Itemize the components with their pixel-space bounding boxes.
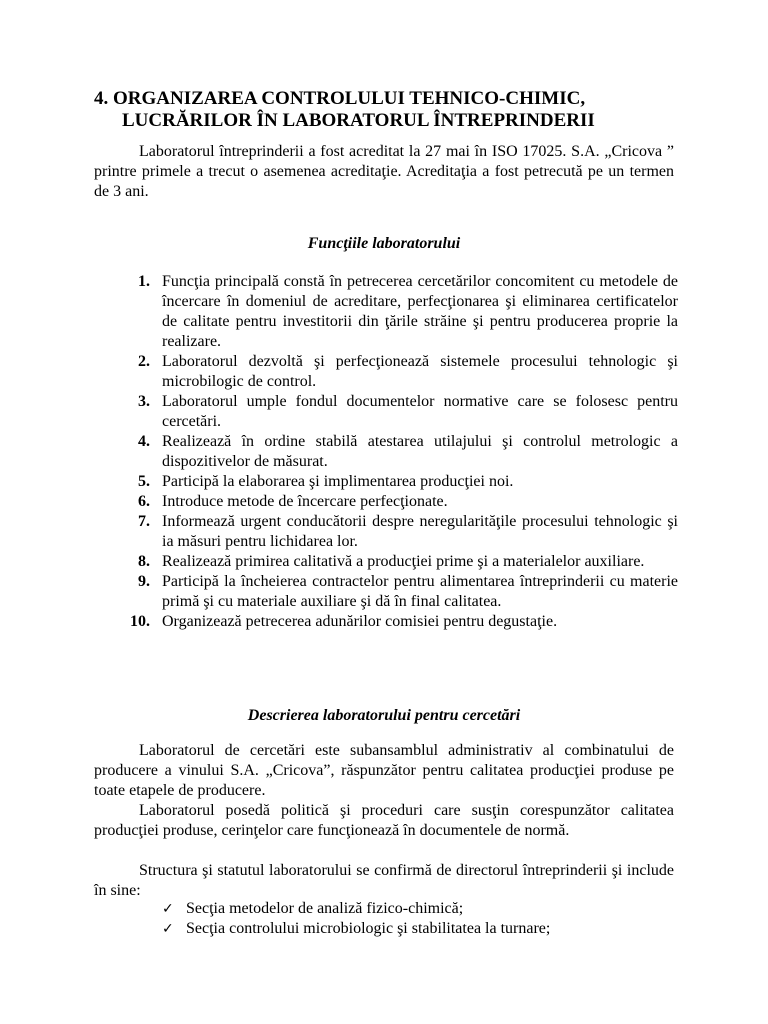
list-item: ✓ Secţia metodelor de analiză fizico-chimică;: [162, 900, 464, 917]
list-item: 2. Laboratorul dezvoltă şi perfecţionează sistemele procesului tehnologic şi microbilogic de control.: [138, 353, 678, 390]
check-icon: ✓: [162, 921, 174, 937]
functions-subtitle: Funcţiile laboratorului: [307, 235, 461, 252]
description-paragraph-1: Laboratorul de cercetări este subansamblul administrativ al combinatului de producere a vinului S.A. „Cricova”, răspunzător pentru calitatea producţiei produse pe toate etapele de producere.: [94, 742, 674, 799]
list-item: 10. Organizează petrecerea adunărilor comisiei pentru degustaţie.: [130, 613, 558, 630]
list-item: 5. Participă la elaborarea şi implimentarea producţiei noi.: [138, 473, 514, 490]
list-item: 7. Informează urgent conducătorii despre neregularităţile procesului tehnologic şi ia măsuri pentru lichidarea lor.: [138, 513, 678, 550]
list-item: 8. Realizează primirea calitativă a producţiei prime şi a materialelor auxiliare.: [138, 553, 645, 570]
sections-list: [162, 899, 662, 939]
heading-line-2: LUCRĂRILOR ÎN LABORATORUL ÎNTREPRINDERII: [122, 110, 595, 131]
list-item: 9. Participă la încheierea contractelor pentru alimentarea întreprinderii cu materie primă şi cu materiale auxiliare şi dă în final calitatea.: [138, 573, 678, 610]
list-item: 1. Funcţia principală constă în petrecerea cercetărilor concomitent cu metodele de încercare în domeniul de acreditare, perfecţionarea şi eliminarea certificatelor de calitate pentru investitorii din ţările străine şi pentru producerea proprie la realizare.: [138, 273, 678, 350]
heading-line-1: 4. ORGANIZAREA CONTROLULUI TEHNICO-CHIMIC,: [94, 88, 586, 109]
list-item: 3. Laboratorul umple fondul documentelor normative care se folosesc pentru cercetări.: [138, 393, 678, 430]
description-subtitle: Descrierea laboratorului pentru cercetări: [247, 707, 521, 724]
check-icon: ✓: [162, 901, 174, 917]
description-paragraph-2: Laboratorul posedă politică şi proceduri care susţin corespunzător calitatea producţiei produse, cerinţelor care funcţionează în documentele de normă.: [94, 802, 674, 839]
list-item: ✓ Secţia controlului microbiologic şi stabilitatea la turnare;: [162, 920, 551, 937]
section-heading: [94, 88, 714, 132]
list-item: 4. Realizează în ordine stabilă atestarea utilajului şi controlul metrologic a dispozitivelor de măsurat.: [138, 433, 678, 470]
functions-list: [130, 272, 678, 632]
intro-paragraph: Laboratorul întreprinderii a fost acreditat la 27 mai în ISO 17025. S.A. „Cricova ” printre primele a trecut o asemenea acreditaţie. Acreditaţia a fost petrecută pe un termen de 3 ani.: [94, 143, 674, 200]
list-item: 6. Introduce metode de încercare perfecţionate.: [138, 493, 448, 510]
description-paragraph-3: Structura şi statutul laboratorului se confirmă de directorul întreprinderii şi include în sine:: [94, 862, 674, 899]
